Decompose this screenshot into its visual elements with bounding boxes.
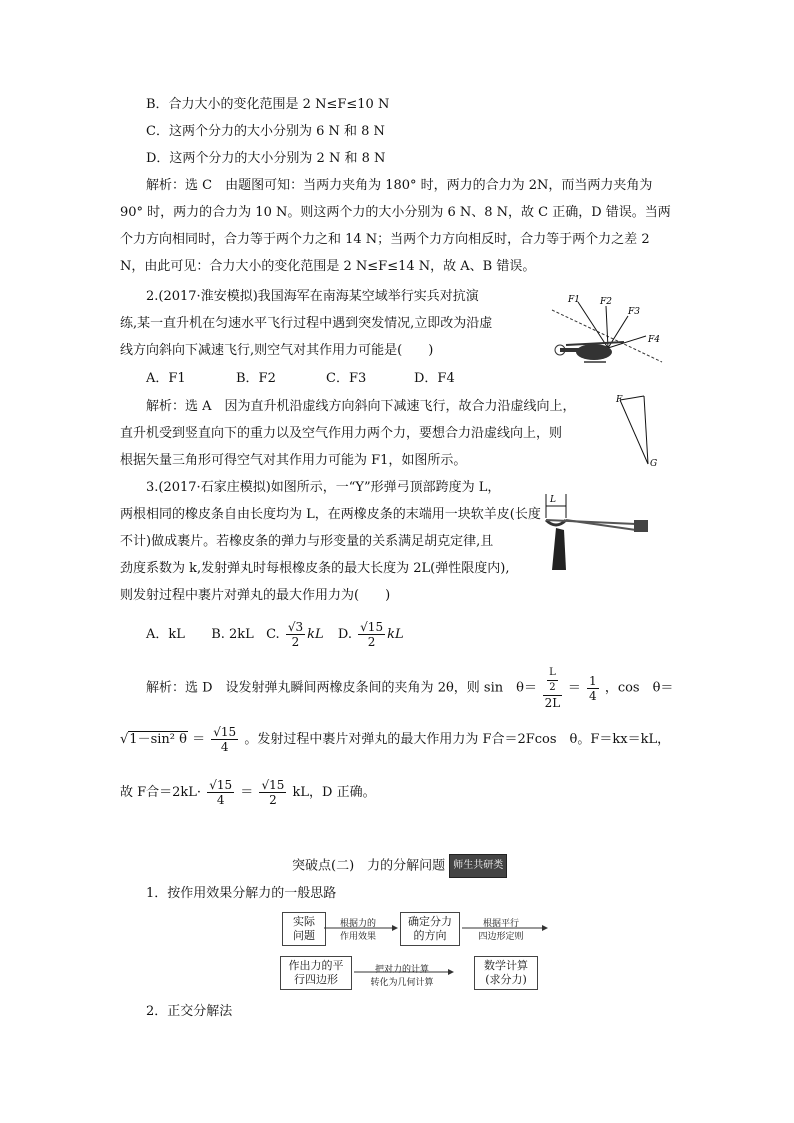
force-label: F3 [628, 307, 640, 317]
helicopter-figure [548, 290, 666, 380]
flow-arrow-label: 根据力的 作用效果 [339, 919, 376, 942]
q2-stem: 2.(2017·淮安模拟)我国海军在南海某空域举行实兵对抗演 [146, 289, 479, 304]
force-triangle-figure [608, 390, 664, 480]
analysis-text: ＝ [240, 785, 254, 800]
q1-option-b: B．合力大小的变化范围是 2 N≤F≤10 N [146, 97, 390, 112]
flow-arrow [462, 924, 548, 932]
analysis-text: ，cos θ＝ [604, 680, 674, 696]
cos-fraction: $\frac{√15}{4}$ [213, 725, 237, 754]
q3-stem: 两根相同的橡皮条自由长度均为 L，在两橡皮条的末端用一块软羊皮(长度 [120, 507, 541, 522]
q2-analysis-line: 根据矢量三角形可得空气对其作用力可能为 F1，如图所示。 [120, 453, 467, 468]
q3-option-c-label: C. [266, 627, 280, 642]
force-label: F1 [568, 295, 580, 305]
q1-option-c: C．这两个分力的大小分别为 6 N 和 8 N [146, 124, 385, 139]
q2-stem: 练,某一直升机在匀速水平飞行过程中遇到突发情况,立即改为沿虚 [120, 316, 493, 331]
slingshot-figure [540, 488, 664, 572]
force-label: G [650, 459, 658, 469]
section-title: 突破点(二) 力的分解问题 [292, 858, 446, 874]
span-label: L [550, 495, 556, 505]
q3-option-b: B. 2kL [211, 627, 254, 642]
section-item: 2．正交分解法 [146, 1004, 233, 1019]
result-fraction: $\frac{√15}{4}$ [209, 778, 233, 807]
q3-analysis-line [120, 722, 670, 758]
q2-stem: 线方向斜向下减速飞行,则空气对其作用力可能是( ) [120, 343, 434, 358]
sin-fraction: $\frac{\frac{L}{2}}{2L}$ [544, 667, 561, 710]
section-badge: 师生共研类 [449, 854, 507, 878]
flow-arrow-label: 把对力的计算 转化为几何计算 [370, 965, 434, 988]
q3-option-a: A．kL [146, 627, 185, 642]
q3-stem: 则发射过程中裹片对弹丸的最大作用力为( ) [120, 588, 391, 603]
q2-option-c: C．F3 [326, 371, 367, 386]
flow-box-direction: 确定分力 的方向 [400, 912, 460, 946]
flow-arrow [354, 968, 454, 976]
flow-arrow [324, 924, 398, 932]
section-heading [292, 854, 507, 878]
q3-stem: 劲度系数为 k,发射弹丸时每根橡皮条的最大长度为 2L(弹性限度内), [120, 561, 510, 576]
q1-option-d: D．这两个分力的大小分别为 2 N 和 8 N [146, 151, 386, 166]
helicopter-icon [555, 342, 624, 362]
analysis-text: ＝ [567, 680, 581, 696]
q2-option-b: B．F2 [236, 371, 276, 386]
q3-stem: 不计)做成裹片。若橡皮条的弹力与形变量的关系满足胡克定律,且 [120, 534, 494, 549]
q3-option-d-unit: kL [387, 627, 404, 642]
q1-analysis-line: N，由此可见：合力大小的变化范围是 2 N≤F≤14 N，故 A、B 错误。 [120, 259, 536, 274]
q3-option-c-fraction: $\frac{√3}{2}$ [287, 620, 304, 649]
force-label: F4 [648, 335, 660, 345]
q1-analysis-line: 90° 时，两力的合力为 10 N。则这两个力的大小分别为 6 N、8 N，故 C 正确，D 错误。当两 [120, 205, 671, 220]
sqrt-expression: √1－sin² θ [120, 732, 187, 747]
quarter-fraction: $\frac{1}{4}$ [589, 673, 597, 703]
q3-option-c-unit: kL [307, 627, 324, 642]
analysis-text: 解析：选 D 设发射弹丸瞬间两橡皮条间的夹角为 2θ，则 sin θ＝ [146, 680, 537, 696]
q1-analysis-line: 解析：选 C 由题图可知：当两力夹角为 180° 时，两力的合力为 2N，而当两力夹角为 [146, 178, 653, 193]
flow-box-parallelogram: 作出力的平 行四边形 [280, 956, 352, 990]
analysis-text: 。发射过程中裹片对弹丸的最大作用力为 F合＝2Fcos θ。F＝kx＝kL， [244, 732, 671, 747]
section-item: 1．按作用效果分解力的一般思路 [146, 886, 337, 901]
q2-option-d: D．F4 [414, 371, 455, 386]
force-label: F2 [600, 297, 612, 307]
force-label: F [616, 395, 623, 405]
q2-option-a: A．F1 [146, 371, 186, 386]
q3-analysis-line [146, 666, 673, 711]
q3-analysis-line [120, 775, 376, 811]
q3-option-d-fraction: $\frac{√15}{2}$ [360, 620, 384, 649]
flow-box-problem: 实际 问题 [282, 912, 326, 946]
flow-box-calculation: 数学计算 (求分力) [474, 956, 538, 990]
q1-analysis-line: 个力方向相同时，合力等于两个力之和 14 N；当两个力方向相反时，合力等于两个力之差 2 [120, 232, 650, 247]
q3-stem: 3.(2017·石家庄模拟)如图所示，一“Y”形弹弓顶部跨度为 L， [146, 480, 501, 495]
flow-arrow-label: 根据平行 四边形定则 [478, 919, 524, 942]
q2-analysis-line: 直升机受到竖直向下的重力以及空气作用力两个力，要想合力沿虚线向上，则 [120, 426, 563, 441]
analysis-text: ＝ [192, 732, 206, 747]
result-fraction: $\frac{√15}{2}$ [261, 778, 285, 807]
q2-analysis-line: 解析：选 A 因为直升机沿虚线方向斜向下减速飞行，故合力沿虚线向上， [146, 399, 576, 414]
analysis-text: 故 F合＝2kL· [120, 785, 202, 800]
analysis-text: kL，D 正确。 [292, 785, 376, 800]
q3-option-d-label: D. [337, 627, 353, 642]
q3-options [146, 618, 404, 652]
